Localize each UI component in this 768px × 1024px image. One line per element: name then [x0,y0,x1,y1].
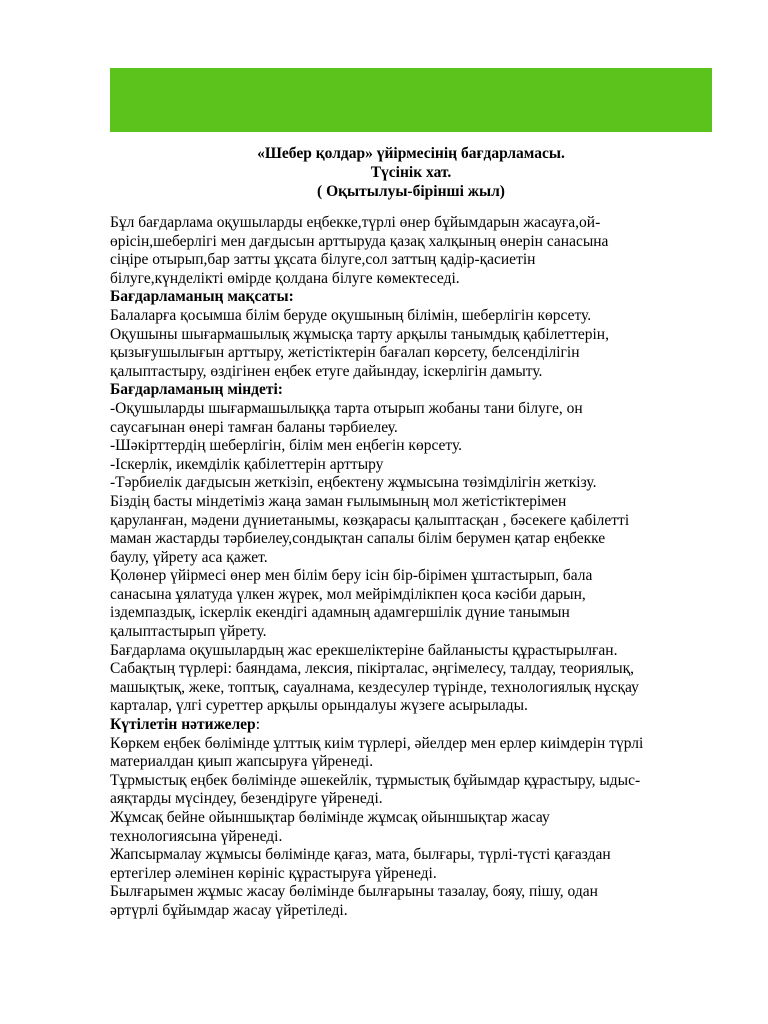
results-line: материалдан қиып жапсыруға үйренеді. [110,753,374,771]
tasks-line: саусағынан өнері тамған баланы тәрбиелеу. [110,418,398,436]
results-line: ертегілер әлемінен көрініс құрастыруға үйренеді. [110,864,437,882]
results-heading: Күтілетін нәтижелер [110,716,256,734]
results-line: әртүрлі бұйымдар жасау үйретіледі. [110,901,348,919]
tasks-line: -Тәрбиелік дағдысын жеткізіп, еңбектену жұмысына төзімділігін жеткізу. [110,474,597,492]
results-line: Тұрмыстық еңбек бөлімінде әшекейлік, тұрмыстық бұйымдар құрастыру, ыдыс- [110,771,641,789]
goal-heading: Бағдарламаның мақсаты: [110,288,294,306]
intro-line: өрісін,шеберлігі мен дағдысын арттыруда қазақ халқының өнерін санасына [110,232,609,250]
intro-line: сіңіре отырып,бар затты ұқсата білуге,сол заттың қадір-қасиетін [110,251,536,269]
results-line: аяқтарды мүсіндеу, безендіруге үйренеді. [110,790,383,808]
results-line: Жұмсақ бейне ойыншықтар бөлімінде жұмсақ ойыншықтар жасау [110,809,550,826]
goal-line: қалыптастыру, өздігінен еңбек етуге дайындау, іскерлігін дамыту. [110,362,543,380]
tasks-line: Бағдарлама оқушылардың жас ерекшеліктеріне байланысты құрастырылған. [110,641,618,659]
results-line: Жапсырмалау жұмысы бөлімінде қағаз, мата, былғары, түрлі-түсті қағаздан [110,846,611,864]
green-header-banner [110,68,712,132]
title-line-3: ( Оқытылуы-бірінші жыл) [317,183,505,200]
results-line: технологиясына үйренеді. [110,827,283,845]
intro-line: білуге,күнделікті өмірде қолдана білуге көмектеседі. [110,269,460,287]
tasks-line: іздемпаздық, іскерлік екендігі адамның адамгершілік дүние танымын [110,604,570,622]
document-title [110,144,712,201]
title-line-2: Түсінік хат. [370,164,452,181]
tasks-heading: Бағдарламаның міндеті: [110,381,283,399]
results-heading-colon: : [255,716,260,734]
results-line: Былғарымен жұмыс жасау бөлімінде былғарыны тазалау, бояу, пішу, одан [110,883,598,901]
goal-line: қызығушылығын арттыру, жетістіктерін бағалап көрсету, белсенділігін [110,344,580,362]
tasks-line: Біздің басты міндетіміз жаңа заман ғылымының мол жетістіктерімен [110,492,567,510]
results-line: Көркем еңбек бөлімінде ұлттық киім түрлері, әйелдер мен ерлер киімдерін түрлі [110,734,644,752]
document-body [110,214,712,921]
tasks-line: маман жастарды тәрбиелеу,сондықтан сапалы білім берумен қатар еңбекке [110,530,606,548]
tasks-line: Қолөнер үйірмесі өнер мен білім беру ісін бір-бірімен ұштастырып, бала [110,567,593,585]
tasks-line: баулу, үйрету аса қажет. [110,548,268,566]
tasks-line: -Шәкірттердің шеберлігін, білім мен еңбегін көрсету. [110,437,463,455]
intro-line: Бұл бағдарлама оқушыларды еңбекке,түрлі өнер бұйымдарын жасауға,ой- [110,214,601,231]
tasks-line: -Іскерлік, икемділік қабілеттерін арттыру [110,455,384,473]
tasks-line: карталар, үлгі суреттер арқылы орындалуы жүзеге асырылады. [110,697,528,715]
goal-line: Балаларға қосымша білім беруде оқушының білімін, шеберлігін көрсету. [110,306,592,324]
tasks-line: Сабақтың түрлері: баяндама, лексия, пікірталас, әңгімелесу, талдау, теориялық, [110,660,635,678]
results-heading-line [110,716,712,735]
tasks-line: санасына ұялатуда үлкен жүрек, мол мейрімділікпен қоса кәсіби дарын, [110,585,586,603]
tasks-line: қаруланған, мәдени дүниетанымы, көзқарасы қалыптасқан , бәсекеге қабілетті [110,511,630,529]
goal-line: Оқушыны шығармашылық жұмысқа тарту арқылы танымдық қабілеттерін, [110,325,609,343]
tasks-line: -Оқушыларды шығармашылыққа тарта отырып жобаны тани білуге, он [110,399,583,417]
title-line-1: «Шебер қолдар» үйірмесінің бағдарламасы. [257,145,565,162]
tasks-line: машықтық, жеке, топтық, сауалнама, кездесулер түрінде, технологиялық нұсқау [110,678,639,696]
tasks-line: қалыптастырып үйрету. [110,623,267,641]
